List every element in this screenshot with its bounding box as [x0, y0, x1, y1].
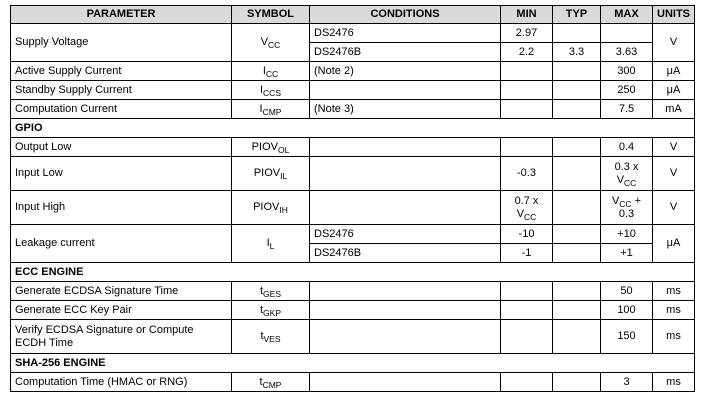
units-cell: ms	[653, 373, 695, 392]
max-cell: $V_{CC}$ + 0.3	[601, 191, 653, 225]
max-cell: +10	[601, 225, 653, 244]
symbol-tcmp: $t_{CMP}$	[232, 373, 310, 392]
typ-cell: 3.3	[553, 43, 601, 62]
condition-cell	[310, 301, 501, 320]
condition-cell	[310, 81, 501, 100]
table-row	[11, 62, 695, 81]
header-parameter: PARAMETER	[11, 6, 232, 24]
param-input-high: Input High	[11, 191, 232, 225]
param-verify-ecdsa-signature-time: Verify ECDSA Signature or Compute ECDH Time	[11, 320, 232, 354]
condition-cell	[310, 320, 501, 354]
table-row	[11, 81, 695, 100]
condition-cell: DS2476	[310, 24, 501, 43]
table-row	[11, 225, 695, 244]
symbol-icc: $I_{CC}$	[232, 62, 310, 81]
symbol-iccs: $I_{CCS}$	[232, 81, 310, 100]
condition-cell	[310, 157, 501, 191]
symbol-icmp: $I_{CMP}$	[232, 100, 310, 119]
symbol-piovol: $PIOV_{OL}$	[232, 138, 310, 157]
min-cell	[501, 100, 553, 119]
param-output-low: Output Low	[11, 138, 232, 157]
header-max: MAX	[601, 6, 653, 24]
units-cell: μA	[653, 62, 695, 81]
symbol-tves: $t_{VES}$	[232, 320, 310, 354]
units-cell: mA	[653, 100, 695, 119]
typ-cell	[553, 62, 601, 81]
section-row-ecc-engine	[11, 263, 695, 282]
min-cell: 2.97	[501, 24, 553, 43]
min-cell: -1	[501, 244, 553, 263]
param-standby-supply-current: Standby Supply Current	[11, 81, 232, 100]
max-cell: 150	[601, 320, 653, 354]
typ-cell	[553, 225, 601, 244]
min-cell	[501, 138, 553, 157]
typ-cell	[553, 301, 601, 320]
min-cell	[501, 373, 553, 392]
typ-cell	[553, 81, 601, 100]
table-row	[11, 157, 695, 191]
min-cell: -10	[501, 225, 553, 244]
param-generate-ecc-key-pair: Generate ECC Key Pair	[11, 301, 232, 320]
condition-cell: DS2476B	[310, 244, 501, 263]
condition-cell	[310, 373, 501, 392]
table-row	[11, 301, 695, 320]
min-cell: 2.2	[501, 43, 553, 62]
symbol-tgkp: $t_{GKP}$	[232, 301, 310, 320]
condition-cell: (Note 2)	[310, 62, 501, 81]
min-cell: -0.3	[501, 157, 553, 191]
table-row	[11, 100, 695, 119]
min-cell	[501, 282, 553, 301]
param-supply-voltage: Supply Voltage	[11, 24, 232, 62]
typ-cell	[553, 373, 601, 392]
units-cell: V	[653, 191, 695, 225]
electrical-characteristics-table	[10, 5, 695, 392]
typ-cell	[553, 244, 601, 263]
typ-cell	[553, 191, 601, 225]
units-cell: V	[653, 157, 695, 191]
table-row	[11, 373, 695, 392]
units-cell: μA	[653, 225, 695, 263]
max-cell: 3.63	[601, 43, 653, 62]
section-title-ecc-engine: ECC ENGINE	[11, 263, 695, 282]
header-typ: TYP	[553, 6, 601, 24]
param-input-low: Input Low	[11, 157, 232, 191]
max-cell	[601, 24, 653, 43]
max-cell: 250	[601, 81, 653, 100]
table-row	[11, 282, 695, 301]
param-leakage-current: Leakage current	[11, 225, 232, 263]
table-row	[11, 191, 695, 225]
typ-cell	[553, 320, 601, 354]
condition-cell: DS2476B	[310, 43, 501, 62]
section-title-sha256-engine: SHA-256 ENGINE	[11, 354, 695, 373]
min-cell	[501, 301, 553, 320]
condition-cell	[310, 191, 501, 225]
typ-cell	[553, 100, 601, 119]
symbol-tges: $t_{GES}$	[232, 282, 310, 301]
min-cell: 0.7 x $V_{CC}$	[501, 191, 553, 225]
table-row	[11, 138, 695, 157]
condition-cell: (Note 3)	[310, 100, 501, 119]
units-cell: ms	[653, 301, 695, 320]
symbol-pioVih: $PIOV_{IH}$	[232, 191, 310, 225]
header-row	[11, 6, 695, 24]
typ-cell	[553, 282, 601, 301]
header-symbol: SYMBOL	[232, 6, 310, 24]
param-sha-computation-time: Computation Time (HMAC or RNG)	[11, 373, 232, 392]
max-cell: 7.5	[601, 100, 653, 119]
min-cell	[501, 62, 553, 81]
condition-cell	[310, 282, 501, 301]
symbol-pioVil: $PIOV_{IL}$	[232, 157, 310, 191]
max-cell: 100	[601, 301, 653, 320]
max-cell: 50	[601, 282, 653, 301]
param-active-supply-current: Active Supply Current	[11, 62, 232, 81]
max-cell: 3	[601, 373, 653, 392]
units-cell: ms	[653, 320, 695, 354]
max-cell: 0.3 x $V_{CC}$	[601, 157, 653, 191]
units-cell: V	[653, 24, 695, 62]
header-min: MIN	[501, 6, 553, 24]
param-computation-current: Computation Current	[11, 100, 232, 119]
symbol-il: $I_L$	[232, 225, 310, 263]
typ-cell	[553, 157, 601, 191]
max-cell: +1	[601, 244, 653, 263]
section-row-sha256-engine	[11, 354, 695, 373]
units-cell: ms	[653, 282, 695, 301]
max-cell: 300	[601, 62, 653, 81]
symbol-vcc: $V_{CC}$	[232, 24, 310, 62]
condition-cell	[310, 138, 501, 157]
typ-cell	[553, 24, 601, 43]
condition-cell: DS2476	[310, 225, 501, 244]
section-title-gpio: GPIO	[11, 119, 695, 138]
units-cell: μA	[653, 81, 695, 100]
max-cell: 0.4	[601, 138, 653, 157]
typ-cell	[553, 138, 601, 157]
table-row	[11, 320, 695, 354]
table-row	[11, 24, 695, 43]
param-generate-ecdsa-signature-time: Generate ECDSA Signature Time	[11, 282, 232, 301]
section-row-gpio	[11, 119, 695, 138]
min-cell	[501, 320, 553, 354]
header-units: UNITS	[653, 6, 695, 24]
header-conditions: CONDITIONS	[310, 6, 501, 24]
units-cell: V	[653, 138, 695, 157]
min-cell	[501, 81, 553, 100]
